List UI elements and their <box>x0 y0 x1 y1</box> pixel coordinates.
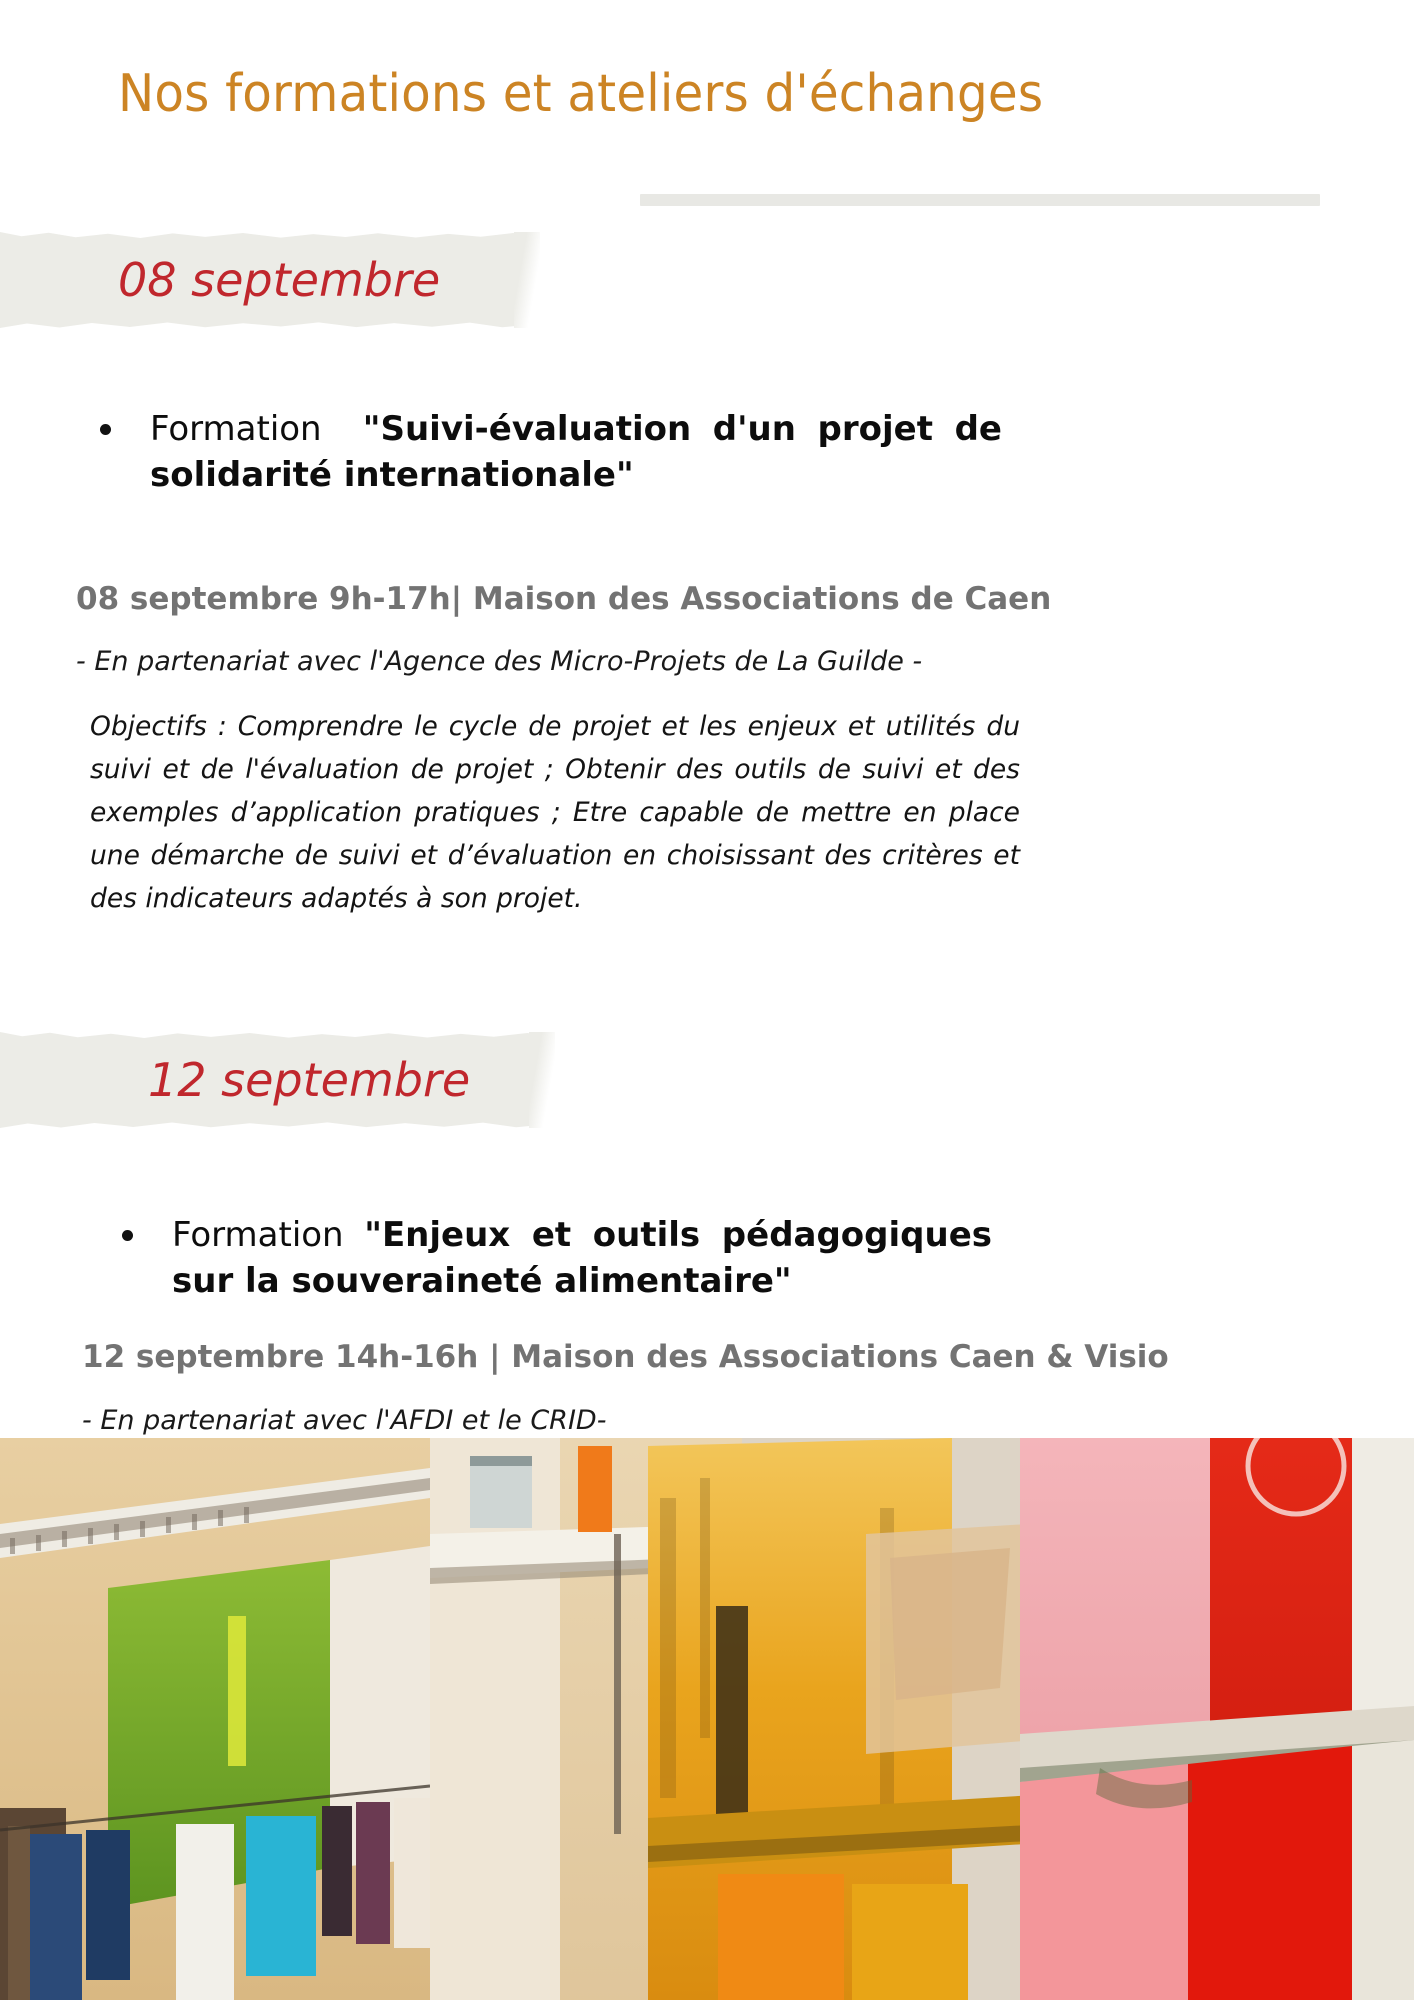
date-label: 08 septembre <box>118 253 441 307</box>
title-underline-bar <box>640 194 1320 206</box>
venue-line-1: 08 septembre 9h-17h| Maison des Associations de Caen <box>76 581 1052 617</box>
formation-heading-2 <box>172 1212 992 1304</box>
partner-line-2: - En partenariat avec l'AFDI et le CRID- <box>82 1405 607 1436</box>
brush-stroke-right-edge <box>514 232 540 328</box>
formation-bullet-1 <box>100 406 1002 498</box>
footer-photo-illustration <box>0 1438 1414 2000</box>
bullet-dot-icon <box>122 1230 133 1241</box>
formation-title-text: "Enjeux et outils pédagogiques sur la souveraineté alimentaire" <box>172 1215 992 1302</box>
formation-lead-label: Formation <box>150 409 322 449</box>
footer-photo-strip <box>0 1438 1414 2000</box>
formation-lead-label: Formation <box>172 1215 344 1255</box>
formation-heading-1 <box>150 406 1002 498</box>
date-banner-08-septembre <box>0 232 540 328</box>
date-label: 12 septembre <box>148 1053 471 1107</box>
date-banner-12-septembre <box>0 1032 555 1128</box>
formation-title-text: "Suivi-évaluation d'un projet de solidarité internationale" <box>150 409 1002 496</box>
brush-stroke-right-edge <box>529 1032 555 1128</box>
partner-line-1: - En partenariat avec l'Agence des Micro-Projets de La Guilde - <box>76 646 923 677</box>
venue-line-2: 12 septembre 14h-16h | Maison des Associations Caen & Visio <box>82 1339 1169 1375</box>
page-title: Nos formations et ateliers d'échanges <box>118 64 1044 124</box>
page-header <box>0 66 1414 152</box>
bullet-dot-icon <box>100 424 111 435</box>
formation-bullet-2 <box>122 1212 992 1304</box>
objective-paragraph-1: Objectifs : Comprendre le cycle de projet et les enjeux et utilités du suivi et de l'évaluation de projet ; Obtenir des outils de suivi et des exemples d’application pratiques ; Etre capable de mettre en place une démarche de suivi et d’évaluation en choisissant des critères et des indicateurs adaptés à son projet. <box>90 711 1020 914</box>
